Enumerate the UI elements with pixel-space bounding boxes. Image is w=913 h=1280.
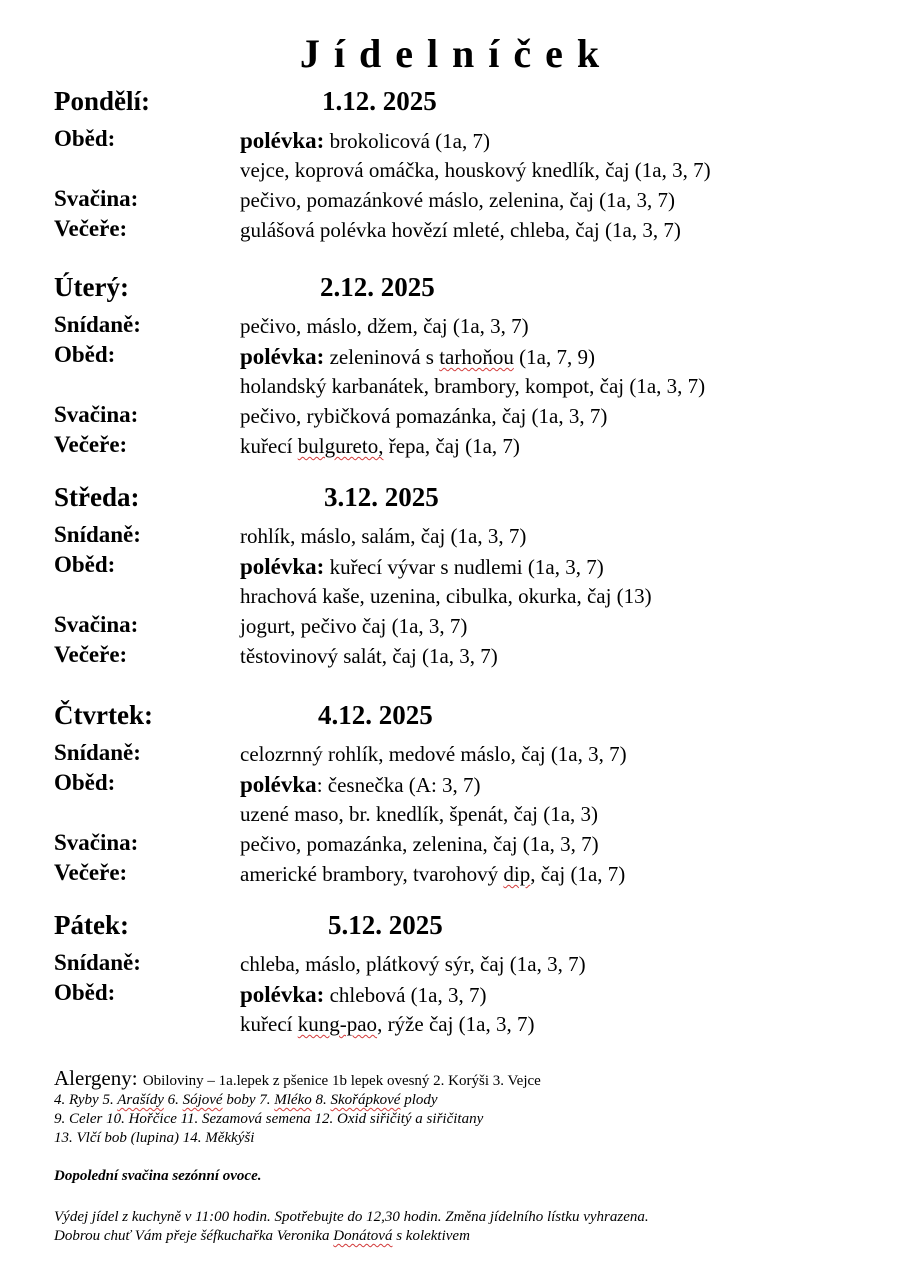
day-date: 2.12. 2025 <box>320 272 435 302</box>
meal-label: Večeře: <box>54 860 128 885</box>
meal-text: celozrnný rohlík, medové máslo, čaj (1a, 3, 7) <box>240 742 627 766</box>
meal-label: Oběd: <box>54 126 116 151</box>
soup-label: polévka: <box>240 344 325 369</box>
soup-label: polévka: <box>240 982 325 1007</box>
footer-line: Výdej jídel z kuchyně v 11:00 hodin. Spotřebujte do 12,30 hodin. Změna jídelního lístku vyhrazena. <box>54 1209 649 1225</box>
text-part: 4. Ryby 5. <box>54 1092 118 1108</box>
allergens-line <box>54 1091 894 1110</box>
text-part: 8. <box>311 1092 331 1108</box>
spellcheck-word: Sójové <box>182 1092 223 1108</box>
footer-line <box>54 1227 649 1246</box>
meal-text <box>240 434 520 459</box>
day-monday <box>54 86 894 246</box>
meal-text <box>240 554 604 580</box>
day-tuesday <box>54 272 894 462</box>
day-name: Úterý: <box>54 272 129 302</box>
spellcheck-word: Skořápkové <box>330 1092 401 1108</box>
menu-row-lunch-main <box>54 582 894 612</box>
allergens-block <box>54 1066 894 1148</box>
allergens-line <box>54 1066 894 1091</box>
text-part: 6. <box>163 1092 183 1108</box>
spellcheck-word: Mléko <box>274 1092 312 1108</box>
text-part: , rýže čaj (1a, 3, 7) <box>377 1012 535 1036</box>
meal-text: jogurt, pečivo čaj (1a, 3, 7) <box>240 614 468 638</box>
text-part: plody <box>400 1092 438 1108</box>
soup-text-part: zeleninová s <box>324 345 440 369</box>
menu-row-dinner <box>54 216 894 246</box>
allergens-text: Obiloviny – 1a.lepek z pšenice 1b lepek ovesný 2. Korýši 3. Vejce <box>142 1073 541 1089</box>
text-part: řepa, čaj (1a, 7) <box>383 434 520 458</box>
meal-text: hrachová kaše, uzenina, cibulka, okurka, čaj (13) <box>240 584 652 608</box>
meal-text: pečivo, pomazánka, zelenina, čaj (1a, 3, 7) <box>240 832 599 856</box>
day-wednesday <box>54 482 894 672</box>
meal-text <box>240 344 595 370</box>
meal-text: vejce, koprová omáčka, houskový knedlík, čaj (1a, 3, 7) <box>240 158 711 182</box>
meal-label: Snídaně: <box>54 740 141 765</box>
footer <box>54 1208 649 1246</box>
text-part: boby 7. <box>222 1092 275 1108</box>
soup-text: chlebová (1a, 3, 7) <box>324 983 487 1007</box>
meal-text <box>240 982 486 1008</box>
spellcheck-word: tarhoňou <box>439 345 514 369</box>
meal-label: Snídaně: <box>54 312 141 337</box>
soup-text: : česnečka (A: 3, 7) <box>316 773 481 797</box>
text-part: kuřecí <box>240 434 298 458</box>
menu-row-snack <box>54 830 894 860</box>
spellcheck-word: kung-pao <box>297 1012 378 1036</box>
page-title: Jídelníček <box>299 31 614 76</box>
snack-note: Dopolední svačina sezónní ovoce. <box>54 1168 262 1184</box>
meal-text <box>240 772 481 798</box>
meal-label: Oběd: <box>54 980 116 1005</box>
meal-text: pečivo, máslo, džem, čaj (1a, 3, 7) <box>240 314 529 338</box>
meal-label: Svačina: <box>54 612 139 637</box>
day-friday <box>54 910 894 1040</box>
menu-row-breakfast <box>54 522 894 552</box>
meal-text <box>240 128 490 154</box>
allergens-heading: Alergeny: <box>54 1066 143 1090</box>
meal-label: Snídaně: <box>54 522 141 547</box>
allergens-line: 13. Vlčí bob (lupina) 14. Měkkýši <box>54 1130 255 1146</box>
soup-text-part: (1a, 7, 9) <box>513 345 595 369</box>
day-date: 5.12. 2025 <box>328 910 443 940</box>
meal-text: těstovinový salát, čaj (1a, 3, 7) <box>240 644 498 668</box>
text-part: , čaj (1a, 7) <box>530 862 626 886</box>
soup-text: brokolicová (1a, 7) <box>324 129 490 153</box>
menu-row-lunch-main <box>54 1010 894 1040</box>
meal-text: rohlík, máslo, salám, čaj (1a, 3, 7) <box>240 524 527 548</box>
meal-text: pečivo, rybičková pomazánka, čaj (1a, 3, 7) <box>240 404 608 428</box>
meal-text <box>240 862 625 887</box>
day-name: Čtvrtek: <box>54 700 153 730</box>
text-part: s kolektivem <box>392 1228 470 1244</box>
menu-row-snack <box>54 402 894 432</box>
text-part: americké brambory, tvarohový <box>240 862 504 886</box>
meal-label: Svačina: <box>54 186 139 211</box>
spellcheck-word: dip <box>503 862 531 886</box>
meal-text: gulášová polévka hovězí mleté, chleba, čaj (1a, 3, 7) <box>240 218 681 242</box>
menu-row-snack <box>54 612 894 642</box>
soup-label: polévka <box>240 772 317 797</box>
menu-row-lunch <box>54 770 894 800</box>
day-date: 4.12. 2025 <box>318 700 433 730</box>
day-date: 3.12. 2025 <box>324 482 439 512</box>
meal-text <box>240 1012 534 1037</box>
meal-text: pečivo, pomazánkové máslo, zelenina, čaj (1a, 3, 7) <box>240 188 675 212</box>
menu-row-lunch-main <box>54 372 894 402</box>
menu-row-lunch <box>54 552 894 582</box>
day-name: Středa: <box>54 482 140 512</box>
menu-row-breakfast <box>54 740 894 770</box>
meal-label: Oběd: <box>54 552 116 577</box>
spellcheck-word: Donátová <box>333 1228 393 1244</box>
menu-row-lunch-main <box>54 156 894 186</box>
menu-row-breakfast <box>54 312 894 342</box>
menu-row-lunch-main <box>54 800 894 830</box>
soup-label: polévka: <box>240 128 325 153</box>
meal-text: chleba, máslo, plátkový sýr, čaj (1a, 3, 7) <box>240 952 586 976</box>
day-name: Pondělí: <box>54 86 151 116</box>
menu-row-lunch <box>54 342 894 372</box>
meal-label: Večeře: <box>54 642 128 667</box>
spellcheck-word: bulgureto, <box>297 434 384 458</box>
meal-label: Oběd: <box>54 342 116 367</box>
meal-label: Svačina: <box>54 402 139 427</box>
text-part: kuřecí <box>240 1012 298 1036</box>
meal-label: Svačina: <box>54 830 139 855</box>
menu-row-dinner <box>54 432 894 462</box>
text-part: Dobrou chuť Vám přeje šéfkuchařka Veronika <box>54 1228 334 1244</box>
meal-text: holandský karbanátek, brambory, kompot, čaj (1a, 3, 7) <box>240 374 706 398</box>
menu-row-snack <box>54 186 894 216</box>
meal-label: Večeře: <box>54 432 128 457</box>
day-thursday <box>54 700 894 890</box>
meal-text: uzené maso, br. knedlík, špenát, čaj (1a, 3) <box>240 802 599 826</box>
menu-row-breakfast <box>54 950 894 980</box>
meal-label: Snídaně: <box>54 950 141 975</box>
menu-row-dinner <box>54 642 894 672</box>
soup-label: polévka: <box>240 554 325 579</box>
menu-row-lunch <box>54 980 894 1010</box>
meal-label: Oběd: <box>54 770 116 795</box>
spellcheck-word: Arašídy <box>117 1092 164 1108</box>
menu-row-dinner <box>54 860 894 890</box>
day-name: Pátek: <box>54 910 129 940</box>
allergens-line: 9. Celer 10. Hořčice 11. Sezamová semena 12. Oxid siřičitý a siřičitany <box>54 1111 484 1127</box>
menu-row-lunch <box>54 126 894 156</box>
day-date: 1.12. 2025 <box>322 86 437 116</box>
soup-text: kuřecí vývar s nudlemi (1a, 3, 7) <box>324 555 604 579</box>
meal-label: Večeře: <box>54 216 128 241</box>
